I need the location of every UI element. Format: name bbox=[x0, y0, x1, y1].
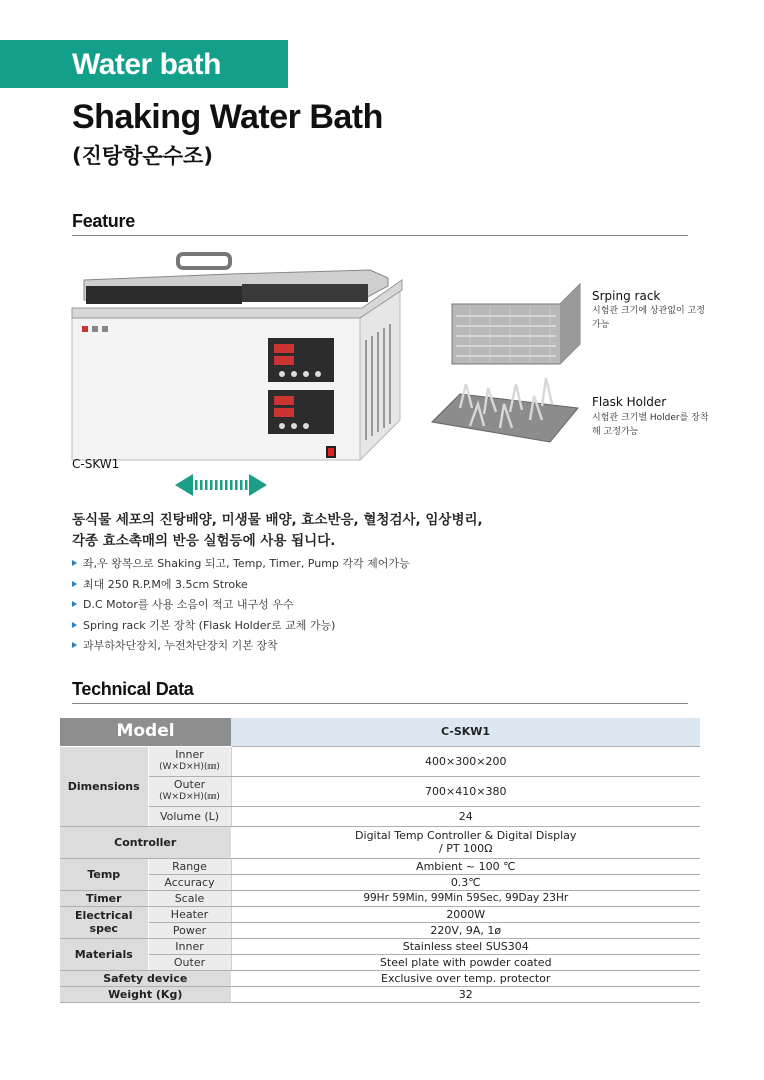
flask-holder-desc: 시험관 크기별 Holder를 장착해 고정가능 bbox=[592, 413, 709, 437]
category-banner bbox=[0, 40, 288, 88]
materials-inner-value: Stainless steel SUS304 bbox=[231, 938, 700, 954]
triangle-bullet-icon bbox=[72, 622, 77, 628]
weight-label: Weight (Kg) bbox=[60, 986, 231, 1002]
table-row bbox=[60, 806, 700, 826]
accuracy-label: Accuracy bbox=[148, 874, 231, 890]
feature-divider bbox=[72, 235, 688, 236]
triangle-bullet-icon bbox=[72, 642, 77, 648]
shaking-water-bath-image bbox=[70, 250, 415, 480]
timer-label: Timer bbox=[60, 890, 148, 906]
table-row bbox=[60, 986, 700, 1002]
table-row bbox=[60, 776, 700, 806]
table-row bbox=[60, 718, 700, 746]
power-label: Power bbox=[148, 922, 231, 938]
feature-heading: Feature bbox=[72, 211, 135, 231]
safety-value: Exclusive over temp. protector bbox=[231, 970, 700, 986]
page-subtitle: (진탕항온수조) bbox=[72, 144, 213, 168]
intro-line-1: 동식물 세포의 진탕배양, 미생물 배양, 효소반응, 혈청검사, 임상병리, bbox=[72, 512, 483, 528]
feature-bullet-list bbox=[72, 554, 410, 657]
spec-table bbox=[60, 718, 700, 1003]
list-item: Spring rack 기본 장착 (Flask Holder로 교체 가능) bbox=[72, 616, 410, 637]
flask-holder-title: Flask Holder bbox=[592, 395, 667, 409]
weight-value: 32 bbox=[231, 986, 700, 1002]
accuracy-value: 0.3℃ bbox=[231, 874, 700, 890]
model-value: C-SKW1 bbox=[231, 718, 700, 746]
flask-holder-image bbox=[430, 372, 580, 447]
temp-label: Temp bbox=[60, 858, 148, 890]
triangle-bullet-icon bbox=[72, 601, 77, 607]
model-header: Model bbox=[60, 718, 231, 746]
page-title: Shaking Water Bath bbox=[72, 98, 383, 136]
table-row bbox=[60, 970, 700, 986]
table-row bbox=[60, 922, 700, 938]
table-row bbox=[60, 906, 700, 922]
triangle-bullet-icon bbox=[72, 560, 77, 566]
controller-value: Digital Temp Controller & Digital Display / PT 100Ω bbox=[231, 826, 700, 858]
inner-dim-value: 400×300×200 bbox=[231, 746, 700, 776]
category-label: Water bath bbox=[72, 48, 221, 81]
spring-rack-title: Srping rack bbox=[592, 289, 661, 303]
heater-value: 2000W bbox=[231, 906, 700, 922]
materials-outer-value: Steel plate with powder coated bbox=[231, 954, 700, 970]
intro-line-2: 각종 효소촉매의 반응 실험등에 사용 됩니다. bbox=[72, 533, 336, 549]
materials-outer-label: Outer bbox=[148, 954, 231, 970]
table-row bbox=[60, 938, 700, 954]
feature-intro bbox=[72, 510, 692, 552]
list-item: 과부하차단장치, 누전차단장치 기본 장착 bbox=[72, 636, 410, 657]
scale-value: 99Hr 59Min, 99Min 59Sec, 99Day 23Hr bbox=[231, 890, 700, 906]
materials-inner-label: Inner bbox=[148, 938, 231, 954]
table-row bbox=[60, 826, 700, 858]
table-row bbox=[60, 746, 700, 776]
outer-dim-value: 700×410×380 bbox=[231, 776, 700, 806]
range-value: Ambient ~ 100 ℃ bbox=[231, 858, 700, 874]
list-item: 좌,우 왕복으로 Shaking 되고, Temp, Timer, Pump 각각 제어가능 bbox=[72, 554, 410, 575]
range-label: Range bbox=[148, 858, 231, 874]
table-row bbox=[60, 858, 700, 874]
dimensions-label: Dimensions bbox=[60, 746, 148, 826]
list-item: 최대 250 R.P.M에 3.5cm Stroke bbox=[72, 575, 410, 596]
table-row bbox=[60, 954, 700, 970]
table-row bbox=[60, 874, 700, 890]
heater-label: Heater bbox=[148, 906, 231, 922]
outer-dim-label: Outer (W×D×H)(㎜) bbox=[148, 776, 231, 806]
list-item: D.C Motor를 사용 소음이 적고 내구성 우수 bbox=[72, 595, 410, 616]
spring-rack-image bbox=[450, 282, 582, 367]
controller-label: Controller bbox=[60, 826, 231, 858]
electrical-label: Electrical spec bbox=[60, 906, 148, 938]
technical-divider bbox=[72, 703, 688, 704]
volume-value: 24 bbox=[231, 806, 700, 826]
model-caption: C-SKW1 bbox=[72, 457, 120, 471]
triangle-bullet-icon bbox=[72, 581, 77, 587]
safety-label: Safety device bbox=[60, 970, 231, 986]
shaking-direction-arrow-icon bbox=[175, 474, 267, 496]
volume-label: Volume (L) bbox=[148, 806, 231, 826]
technical-heading: Technical Data bbox=[72, 679, 194, 699]
table-row bbox=[60, 890, 700, 906]
materials-label: Materials bbox=[60, 938, 148, 970]
power-value: 220V, 9A, 1ø bbox=[231, 922, 700, 938]
inner-dim-label: Inner (W×D×H)(㎜) bbox=[148, 746, 231, 776]
spring-rack-desc: 시험관 크기에 상관없이 고정가능 bbox=[592, 306, 705, 330]
scale-label: Scale bbox=[148, 890, 231, 906]
